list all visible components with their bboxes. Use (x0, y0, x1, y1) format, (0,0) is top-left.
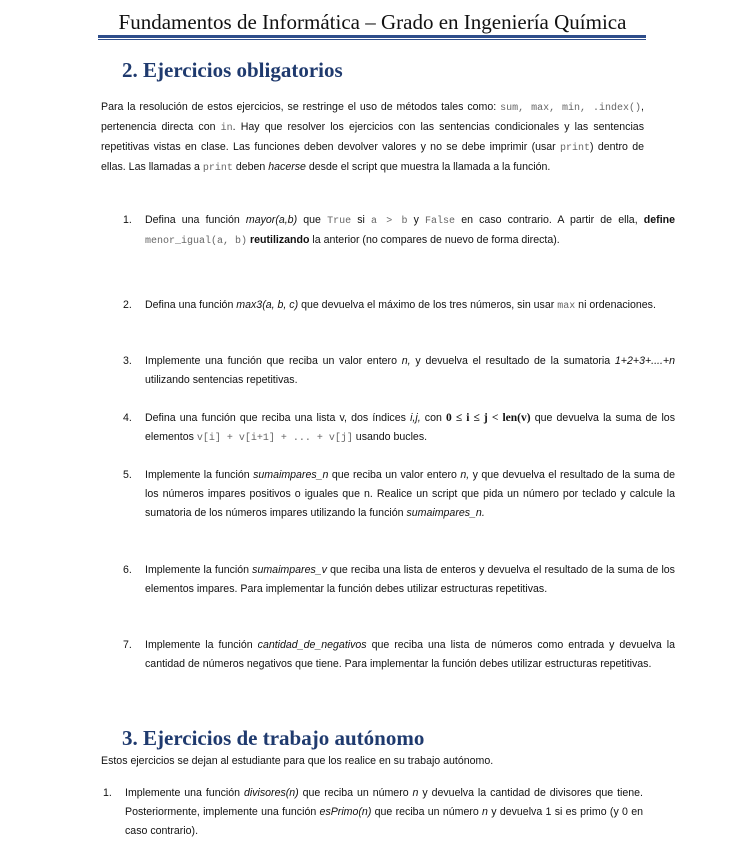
exercise-emphasis: cantidad_de_negativos (257, 639, 367, 651)
exercise-text: que reciba una lista de enteros y devuelva el resultado de la suma de los elementos impares. Para implementar la función debes utilizar estructuras repetitivas. (145, 564, 675, 595)
exercise-text: Defina una función (145, 214, 246, 226)
exercise-item-6 (123, 561, 675, 599)
exercise-code: menor_igual(a, b) (145, 236, 248, 247)
exercise-code: True (327, 216, 352, 227)
exercise-number: 4. (123, 412, 132, 424)
exercise-item-4 (123, 409, 675, 448)
intro-code: in (220, 123, 233, 134)
intro-text: ) dentro de ellas. Las llamadas a (101, 141, 644, 173)
exercise-math: 0 ≤ i ≤ j < len(v) (446, 412, 531, 424)
exercise-emphasis: n, (460, 469, 470, 481)
exercise-text: Implemente una función que reciba un valor entero (145, 355, 402, 367)
section-3-intro: Estos ejercicios se dejan al estudiante para que los realice en su trabajo autónomo. (101, 755, 494, 767)
exercise-item-1 (123, 211, 675, 251)
intro-text: Para la resolución de estos ejercicios, se restringe el uso de métodos tales como: (101, 101, 501, 113)
exercise-text: y devuelva 1 si es primo (y 0 en caso contrario). (125, 806, 643, 837)
intro-code: sum, max, min, .index() (500, 103, 642, 114)
intro-text: desde el script que muestra la llamada a la función. (305, 161, 551, 173)
exercise-code: False (425, 216, 456, 227)
exercise-emphasis: n, (401, 355, 411, 367)
exercise-number: 5. (123, 469, 132, 481)
exercise-item-3 (123, 352, 675, 390)
exercise-code: a > b (371, 216, 408, 227)
exercise-text: utilizando sentencias repetitivas. (145, 374, 298, 386)
intro-text: . Hay que resolver los ejercicios con las sentencias condicionales y las sentencias repetitivas vistas en clase. Las funciones deben devolver valores y no se debe imprimir (usar (101, 121, 644, 153)
intro-code: print (560, 143, 591, 154)
autonomous-item-1 (103, 784, 643, 841)
exercise-bold: reutilizando (249, 234, 310, 246)
exercise-text: que (297, 214, 328, 226)
exercise-item-7 (123, 636, 675, 674)
exercise-text: ni ordenaciones. (575, 299, 656, 311)
exercise-item-5 (123, 466, 675, 523)
exercise-text: que reciba un valor entero (328, 469, 461, 481)
exercise-number: 2. (123, 299, 132, 311)
header-rule-thin (98, 39, 646, 40)
exercise-text: que reciba un número (298, 787, 413, 799)
exercise-text: Implemente una función (125, 787, 244, 799)
exercise-text: y devuelva la cantidad de divisores que tiene. Posteriormente, implemente una función (125, 787, 643, 818)
exercise-text: Implemente la función (145, 564, 253, 576)
section-3-heading: 3. Ejercicios de trabajo autónomo (122, 726, 425, 750)
exercise-text: Implemente la función (145, 639, 258, 651)
exercise-emphasis: i,j, (410, 412, 421, 424)
exercise-emphasis: sumaimpares_n (253, 469, 329, 481)
exercise-text: que reciba un número (371, 806, 483, 818)
exercise-text: con (420, 412, 447, 424)
exercise-number: 1. (103, 787, 112, 799)
exercise-text: Defina una función que reciba una lista v, dos índices (145, 412, 411, 424)
exercise-text: Defina una función (145, 299, 237, 311)
exercise-emphasis: sumaimpares_n. (406, 507, 485, 519)
section-2-intro (101, 98, 644, 178)
intro-text: , pertenencia directa con (101, 101, 644, 133)
exercise-text: en caso contrario. A partir de ella, (455, 214, 644, 226)
exercise-text: Implemente la función (145, 469, 254, 481)
exercise-number: 6. (123, 564, 132, 576)
intro-code: print (202, 163, 233, 174)
exercise-number: 3. (123, 355, 132, 367)
exercise-emphasis: sumaimpares_v (252, 564, 327, 576)
exercise-emphasis: 1+2+3+....+n (614, 355, 675, 367)
exercise-text: y (407, 214, 426, 226)
intro-emphasis: hacerse (268, 161, 306, 173)
exercise-code: v[i] + v[i+1] + ... + v[j] (196, 433, 353, 444)
exercise-text: usando bucles. (352, 431, 428, 443)
section-2-heading: 2. Ejercicios obligatorios (122, 58, 343, 82)
exercise-number: 1. (123, 214, 132, 226)
exercise-number: 7. (123, 639, 132, 651)
exercise-text: si (351, 214, 372, 226)
exercise-bold: define (643, 214, 675, 226)
exercise-emphasis: n (412, 787, 419, 799)
exercise-emphasis: n (482, 806, 488, 818)
exercise-text: y devuelva el resultado de la sumatoria (410, 355, 615, 367)
exercise-code: max (557, 301, 576, 312)
intro-text: deben (232, 161, 269, 173)
exercise-emphasis: max3(a, b, c) (236, 299, 299, 311)
exercise-emphasis: mayor(a,b) (245, 214, 298, 226)
exercise-emphasis: esPrimo(n) (319, 806, 372, 818)
exercise-item-2 (123, 296, 675, 316)
exercise-text: que reciba una lista de números como entrada y devuelva la cantidad de números negativos que tiene. Para implementar la función debes utilizar estructuras repetitivas. (145, 639, 675, 670)
page-header-title: Fundamentos de Informática – Grado en Ingeniería Química (118, 10, 627, 34)
header-rule (98, 35, 646, 38)
exercise-emphasis: divisores(n) (243, 787, 299, 799)
exercise-text: que devuelva el máximo de los tres números, sin usar (298, 299, 558, 311)
exercise-text: y que devuelva el resultado de la suma de los números impares positivos o iguales que n. Realice un script que pida un número por teclado y calcule la sumatoria de los números impares utilizando la función (145, 469, 675, 519)
exercise-text: la anterior (no compares de nuevo de forma directa). (309, 234, 560, 246)
exercise-text: que devuelva la suma de los elementos (145, 412, 675, 443)
